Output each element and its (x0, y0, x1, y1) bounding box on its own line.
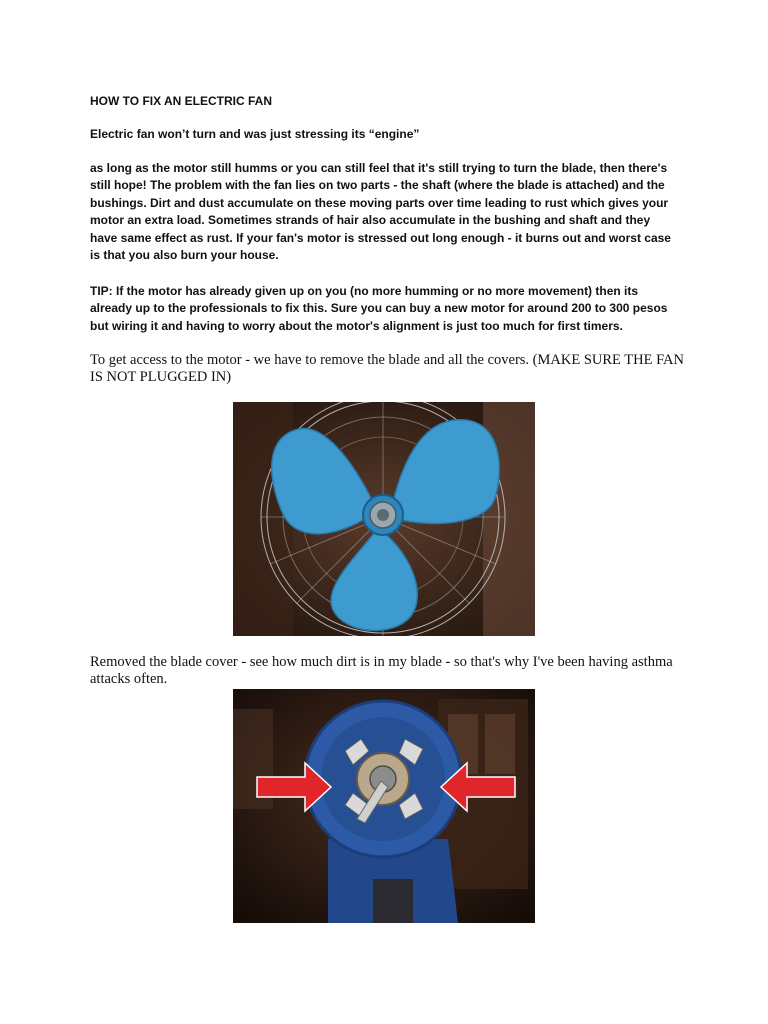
paragraph-access-motor: To get access to the motor - we have to remove the blade and all the covers. (MAKE SURE THE FAN IS NOT PLUGGED IN) (90, 352, 684, 385)
fan-motor-photo (233, 689, 535, 923)
paragraph-problem: as long as the motor still humms or you can still feel that it's still trying to turn the blade, then there's still hope! The problem with the fan lies on two parts - the shaft (where the blade is attached) and the bushings. Dirt and dust accumulate on these moving parts over time leading to rust which gives your motor an extra load. Sometimes strands of hair also accumulate in the bushing and shaft and they have same effect as rust. If your fan's motor is stressed out long enough - it burns out and worst case is that you also burn your house. (90, 161, 671, 263)
fan-motor-illustration (233, 689, 535, 923)
tip-label: TIP: (90, 284, 113, 298)
paragraph-tip (90, 283, 680, 335)
tip-text: If the motor has already given up on you (no more humming or no more movement) then its already up to the professionals to fix this. Sure you can buy a new motor for around 200 to 300 pesos but wiring it and having to worry about the motor's alignment is just too much for first timers. (90, 284, 668, 333)
fan-blade-photo (233, 402, 535, 636)
paragraph-blade-cover: Removed the blade cover - see how much dirt is in my blade - so that's why I've been having asthma attacks often. (90, 654, 673, 687)
document-subtitle: Electric fan won’t turn and was just stressing its “engine” (90, 127, 420, 141)
document-heading: HOW TO FIX AN ELECTRIC FAN (90, 94, 272, 108)
fan-blade-illustration (233, 402, 535, 636)
